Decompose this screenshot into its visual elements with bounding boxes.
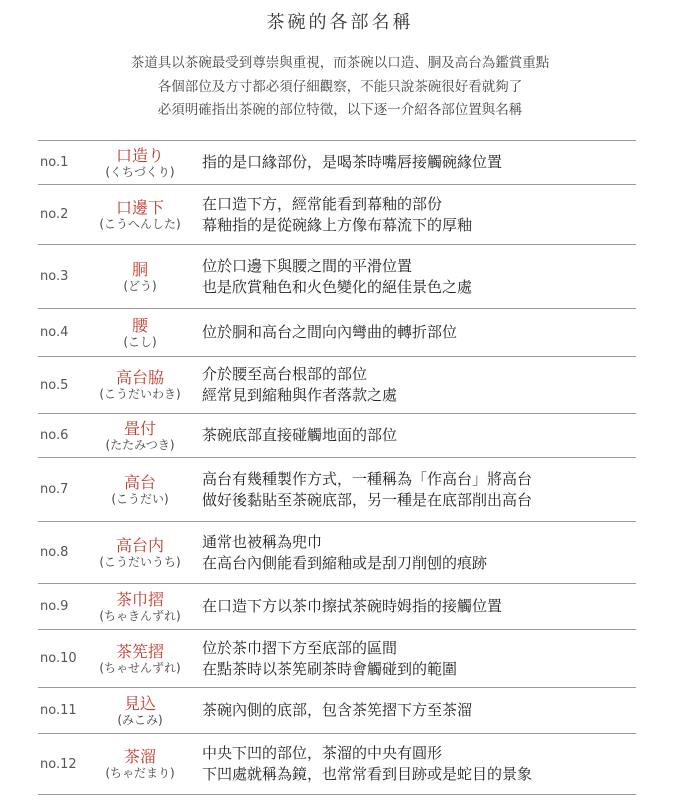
part-term [82,309,198,356]
row-number: no.12 [40,756,77,772]
table-row [38,629,636,687]
description-line: 經常見到縮釉與作者落款之處 [202,386,398,404]
description-line: 位於胴和高台之間向內彎曲的轉折部位 [202,323,458,341]
table-row [38,356,636,413]
part-term [82,584,198,629]
part-description [202,734,636,794]
part-reading: (ちゃきんずれ) [99,608,181,623]
description-line: 做好後黏貼至茶碗底部，另一種是在底部削出高台 [202,490,533,509]
table-row [38,687,636,733]
part-name: 高台脇 [115,368,164,387]
page-title: 茶碗的各部名稱 [266,12,414,33]
part-reading: (こうだいうち) [99,554,181,569]
part-name: 茶筅摺 [115,641,164,661]
part-description [202,141,636,184]
row-number: no.7 [40,482,69,497]
intro-paragraph [0,52,680,123]
table-row [38,457,636,521]
part-description [202,245,636,308]
part-term [82,414,198,457]
description-line: 位於茶巾摺下方至底部的區間 [202,638,398,657]
part-reading: (みこみ) [117,712,163,727]
description-line: 在口造下方，經常能看到幕釉的部份 [202,194,443,213]
part-description [202,185,636,244]
part-reading: (くちづくり) [105,164,175,179]
part-term [82,458,198,521]
table-row [38,583,636,629]
part-term [82,245,198,308]
description-line: 高台有幾種製作方式，一種稱為「作高台」將高台 [202,469,533,488]
part-name: 見込 [123,693,156,713]
table-row [38,140,636,184]
description-line: 通常也被稱為兜巾 [202,532,323,551]
part-term [82,734,198,794]
description-line: 幕釉指的是從碗緣上方像布幕流下的厚釉 [202,215,473,234]
description-line: 茶碗內側的底部，包含茶筅摺下方至茶溜 [202,701,473,719]
part-term [82,357,198,413]
intro-line-2: 各個部位及方寸都必須仔細觀察，不能只說茶碗很好看就夠了 [157,78,523,95]
row-number: no.2 [40,207,69,222]
part-name: 胴 [131,259,148,279]
table-row [38,521,636,583]
row-number: no.5 [40,377,69,393]
part-reading: (ちゃだまり) [105,766,175,780]
table-row [38,184,636,244]
part-term [82,522,198,583]
row-number: no.3 [40,269,69,284]
description-line: 茶碗底部直接碰觸地面的部位 [202,426,398,444]
part-name: 茶巾摺 [115,589,164,609]
row-number: no.10 [40,651,77,666]
part-description [202,414,636,457]
intro-line-3: 必須明確指出茶碗的部位特徵，以下逐一介紹各部位置與名稱 [157,102,523,118]
part-term [82,141,198,184]
row-number: no.1 [40,155,69,170]
part-name: 口造り [115,145,164,165]
part-description [202,630,636,687]
part-name: 高台 [123,472,156,492]
row-number: no.8 [40,545,69,560]
description-line: 在點茶時以茶筅刷茶時會觸碰到的範圍 [202,659,458,678]
table-row [38,733,636,795]
description-line: 位於口邊下與腰之間的平滑位置 [202,256,413,275]
part-reading: (こうだい) [111,491,169,506]
part-name: 茶溜 [123,747,156,766]
part-name: 畳付 [123,418,156,438]
part-term [82,630,198,687]
description-line: 在口造下方以茶巾擦拭茶碗時姆指的接觸位置 [202,597,503,615]
part-description [202,688,636,733]
table-row [38,244,636,308]
part-reading: (こうへんした) [99,216,181,231]
part-description [202,458,636,521]
parts-table [38,140,636,795]
part-reading: (ちゃせんずれ) [99,660,181,675]
part-reading: (たたみつき) [105,437,175,452]
description-line: 下凹處就稱為鏡，也常常看到目跡或是蛇目的景象 [202,765,533,783]
row-number: no.11 [40,703,77,718]
part-description [202,357,636,413]
part-description [202,522,636,583]
description-line: 指的是口緣部份，是喝茶時嘴唇接觸碗緣位置 [202,153,503,171]
description-line: 在高台內側能看到縮釉或是刮刀削刨的痕跡 [202,553,488,572]
description-line: 中央下凹的部位，茶溜的中央有圓形 [202,744,443,762]
row-number: no.9 [40,599,69,614]
part-reading: (こうだいわき) [99,387,181,401]
part-name: 腰 [131,315,148,335]
description-line: 也是欣賞釉色和火色變化的絕佳景色之處 [202,277,473,296]
part-reading: (どう) [123,278,157,293]
row-number: no.6 [40,428,69,443]
part-name: 口邊下 [115,197,164,217]
table-row [38,413,636,457]
intro-line-1: 茶道具以茶碗最受到尊崇與重視，而茶碗以口造、胴及高台為鑑賞重點 [130,55,550,71]
part-description [202,309,636,356]
part-term [82,185,198,244]
part-description [202,584,636,629]
table-row [38,308,636,356]
row-number: no.4 [40,325,69,340]
part-reading: (こし) [123,334,157,349]
part-name: 高台内 [115,535,164,555]
part-term [82,688,198,733]
description-line: 介於腰至高台根部的部位 [202,365,368,383]
